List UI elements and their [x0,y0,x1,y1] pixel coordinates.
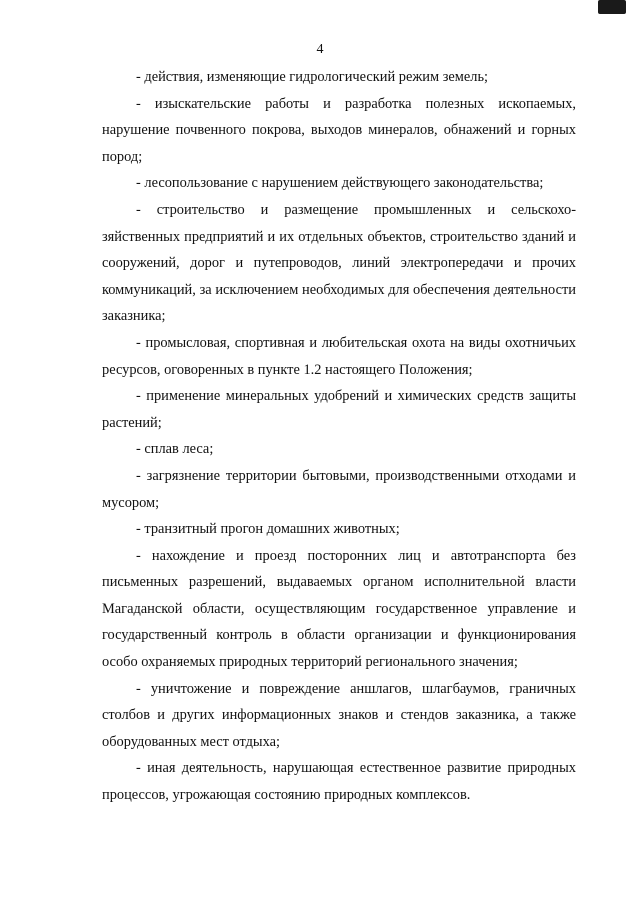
restriction-item: - загрязнение территории бытовыми, производственными отходами и мусором; [102,467,576,511]
restriction-item: - лесопользование с нарушением действующего законодательства; [136,175,544,192]
restriction-item: - уничтожение и повреждение аншлагов, шлагбаумов, граничных столбов и других информационных знаков и стендов заказника, а также оборудованных мест отдыха; [102,680,576,750]
restriction-item: - действия, изменяющие гидрологический режим земель; [136,69,489,85]
document-body [102,64,576,809]
restriction-item: - применение минеральных удобрений и химических средств защиты растений; [102,388,576,431]
scan-artifact [598,0,626,14]
restriction-item: - промысловая, спортивная и любительская охота на виды охотничьих ресурсов, оговоренных в пункте 1.2 настоящего Положения; [102,334,576,378]
restriction-item: - строительство и размещение промышленных и сельскохо-зяйственных предприятий и их отдельных объектов, строительство зданий и сооружений, дорог и путепроводов, линий электропередачи и прочих коммуникаций, за исключением необходимых для обеспечения деятельности заказника; [102,201,576,325]
restriction-item: - изыскательские работы и разработка полезных ископаемых, нарушение почвенного покрова, выходов минералов, обнажений и горных пород; [102,95,576,165]
restriction-item: - сплав леса; [136,441,214,458]
restriction-item: - транзитный прогон домашних животных; [136,521,400,538]
restriction-item: - нахождение и проезд посторонних лиц и автотранспорта без письменных разрешений, выдаваемых органом исполнительной власти Магаданской области, осуществляющим государственное управление и государственный контроль в области организации и функционирования особо охраняемых природных территорий регионального значения; [102,547,576,671]
page-number: 4 [316,42,324,57]
restriction-item: - иная деятельность, нарушающая естественное развитие природных процессов, угрожающая состоянию природных комплексов. [102,760,576,804]
